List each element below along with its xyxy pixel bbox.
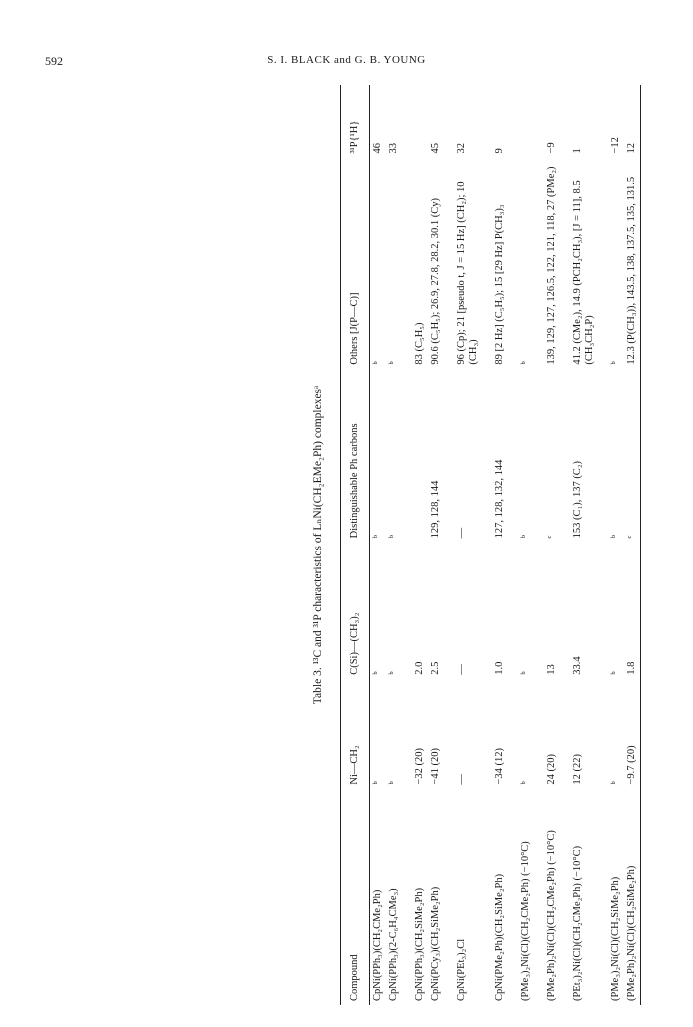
table-row: [534, 85, 560, 1005]
table-cell: 83 (C₅H₅): [414, 322, 425, 365]
column-header: ³¹P{¹H}: [349, 120, 360, 154]
rotated-table-block: [296, 85, 656, 1005]
table-cell: ᵇ: [520, 361, 531, 365]
table-cell: 12: [626, 143, 637, 154]
table-cell: −32 (20): [414, 748, 425, 785]
table-cell: [402, 369, 428, 543]
table-cell: ᵇ: [372, 781, 383, 785]
table-cell: CpNi(PEt₃)₂Cl: [456, 938, 467, 1001]
table-cell: 32: [456, 143, 467, 154]
table-cell: 89 [2 Hz] (C₅H₅); 15 [29 Hz] P(CH₃)₃: [494, 204, 505, 365]
table-cell: —: [456, 527, 467, 539]
table-cell: (PMe₃)₂Ni(Cl)(CH₂SiMe₂Ph): [610, 876, 621, 1001]
table-cell: ᵇ: [520, 781, 531, 785]
table-row: [402, 85, 428, 1005]
table-cell: 33.4: [572, 656, 583, 675]
table-cell: 129, 128, 144: [430, 480, 441, 539]
table-row: [508, 85, 534, 1005]
table-cell: −12: [610, 137, 621, 154]
table-cell: 9: [494, 148, 505, 154]
table-cell: ᵇ: [610, 361, 621, 365]
table-row: [560, 85, 598, 1005]
table-row: [598, 85, 624, 1005]
table-cell: 1.8: [626, 661, 637, 675]
table-cell: 90.6 (C₅H₅); 26.9, 27.8, 28.2, 30.1 (Cy): [430, 198, 441, 365]
table-cell: ᵇ: [610, 671, 621, 675]
table-cell: −41 (20): [430, 748, 441, 785]
table-caption: Table 3. ¹³C and ³¹P characteristics of LₙNi(CH₂EMe₂Ph) complexesᵃ: [312, 385, 324, 705]
table-cell: (PMe₂Ph)₂Ni(Cl)(CH₂CMe₂Ph) (−10°C): [546, 830, 557, 1001]
table-cell: ᶜ: [626, 535, 637, 539]
table-row: [444, 85, 482, 1005]
table-cell: ᵇ: [372, 671, 383, 675]
column-header: Compound: [349, 954, 360, 1001]
table-cell: ᵇ: [388, 781, 399, 785]
table-cell: —: [456, 774, 467, 785]
table-cell: 13: [546, 664, 557, 675]
table-cell: ᵇ: [388, 535, 399, 539]
table-row: [370, 85, 387, 1005]
table-cell: ᵇ: [372, 535, 383, 539]
table-row: [386, 85, 402, 1005]
table-cell: ᵇ: [388, 671, 399, 675]
table-cell: 46: [372, 143, 383, 154]
table-row: [624, 85, 641, 1005]
table-body: [370, 85, 641, 1005]
table-cell: ᶜ: [546, 535, 557, 539]
table-cell: −9: [546, 142, 557, 154]
data-table: [340, 85, 641, 1005]
table-cell: CpNi(PPh₃)(2-C₆H₄CMe₃): [388, 888, 399, 1001]
table-cell: ᵇ: [520, 535, 531, 539]
running-head: S. I. BLACK and G. B. YOUNG: [267, 54, 426, 66]
table-cell: (PEt₃)₂Ni(Cl)(CH₂CMe₂Ph) (−10°C): [572, 845, 583, 1001]
table-cell: 1.0: [494, 661, 505, 675]
table-cell: 41.2 (CMe₂), 14.9 (PCH₂CH₃), [J = 11], 8.5 (CH₃CH₂P): [572, 180, 595, 365]
table-cell: ᵇ: [388, 361, 399, 365]
table-cell: 139, 129, 127, 126.5, 122, 121, 118, 27 (PMe₂): [546, 166, 557, 365]
table-cell: −34 (12): [494, 748, 505, 785]
table-cell: CpNi(PPh₃)(CH₂SiMe₂Ph): [414, 887, 425, 1001]
table-cell: 153 (C₁), 137 (C₂): [572, 461, 583, 539]
table-cell: 12.3 (P(CH₃)), 143.5, 138, 137.5, 135, 131.5: [626, 176, 637, 365]
table-cell: 2.5: [430, 661, 441, 675]
table-cell: ᵇ: [372, 361, 383, 365]
table-cell: 24 (20): [546, 753, 557, 785]
page-number: 592: [45, 54, 63, 68]
column-header: Ni—CH₂: [349, 745, 360, 785]
table-cell: 127, 128, 132, 144: [494, 459, 505, 539]
table-cell: ᵇ: [520, 671, 531, 675]
table-cell: −9.7 (20): [626, 745, 637, 785]
table-cell: ᵇ: [610, 781, 621, 785]
table-row: [482, 85, 508, 1005]
table-cell: 96 (Cp); 21 [pseudo t, J = 15 Hz] (CH₂); 10 (CH₃): [456, 181, 479, 365]
table-header-row: [341, 85, 370, 1005]
table-cell: (PMe₂Ph)₂Ni(Cl)(CH₂SiMe₂Ph): [626, 865, 637, 1001]
table-cell: 45: [430, 143, 441, 154]
table-cell: 1: [572, 148, 583, 154]
table-cell: [508, 85, 534, 158]
table-cell: (PMe₃)₂Ni(Cl)(CH₂CMe₂Ph) (−10°C): [520, 841, 531, 1001]
table-cell: 2.0: [414, 661, 425, 675]
column-header: Distinguishable Ph carbons: [349, 423, 360, 539]
table-cell: CpNi(PPh₃)(CH₂CMe₂Ph): [372, 889, 383, 1001]
column-header: Others [J(P—C)]: [349, 292, 360, 365]
table-cell: CpNi(PMe₂Ph)(CH₂SiMe₂Ph): [494, 873, 505, 1001]
table-row: [428, 85, 444, 1005]
table-cell: [402, 85, 428, 158]
table-cell: CpNi(PCy₃)(CH₂SiMe₂Ph): [430, 886, 441, 1001]
table-cell: —: [456, 664, 467, 675]
table-cell: ᵇ: [610, 535, 621, 539]
table-cell: 12 (22): [572, 753, 583, 785]
column-header: C(Si)—(CH₃)₂: [349, 612, 360, 675]
table-cell: 33: [388, 143, 399, 154]
